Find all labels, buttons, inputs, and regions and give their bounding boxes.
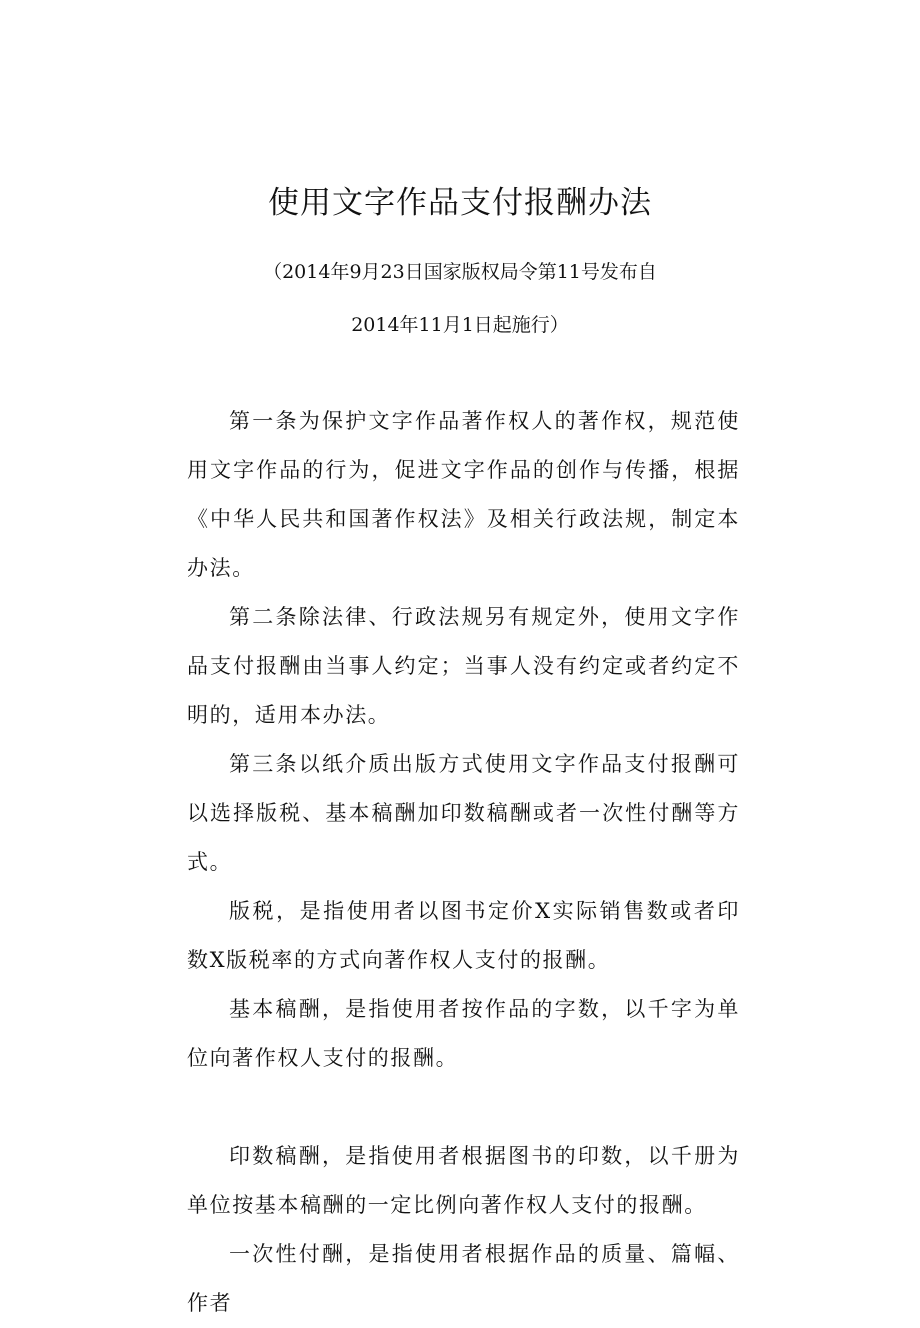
document-title: 使用文字作品支付报酬办法: [268, 185, 652, 221]
paragraph-article-3: 第三条以纸介质出版方式使用文字作品支付报酬可以选择版税、基本稿酬加印数稿酬或者一次性付酬等方式。: [187, 752, 740, 874]
document-subtitle-line2: 2014年11月1日起施行）: [351, 314, 569, 336]
paragraph-lump-sum-definition: 一次性付酬，是指使用者根据作品的质量、篇幅、作者: [187, 1242, 740, 1315]
paragraph-basic-fee-definition: 基本稿酬，是指使用者按作品的字数，以千字为单位向著作权人支付的报酬。: [187, 997, 740, 1070]
paragraph-article-1: 第一条为保护文字作品著作权人的著作权，规范使用文字作品的行为，促进文字作品的创作与传播，根据《中华人民共和国著作权法》及相关行政法规，制定本办法。: [187, 409, 740, 580]
document-subtitle-line1: （2014年9月23日国家版权局令第11号发布自: [263, 261, 657, 283]
paragraph-article-2: 第二条除法律、行政法规另有规定外，使用文字作品支付报酬由当事人约定；当事人没有约定或者约定不明的，适用本办法。: [187, 605, 740, 727]
paragraph-royalty-definition: 版税，是指使用者以图书定价X实际销售数或者印数X版税率的方式向著作权人支付的报酬。: [187, 899, 740, 972]
paragraph-print-fee-definition: 印数稿酬，是指使用者根据图书的印数，以千册为单位按基本稿酬的一定比例向著作权人支付的报酬。: [187, 1144, 740, 1217]
document-body: [187, 397, 740, 1328]
